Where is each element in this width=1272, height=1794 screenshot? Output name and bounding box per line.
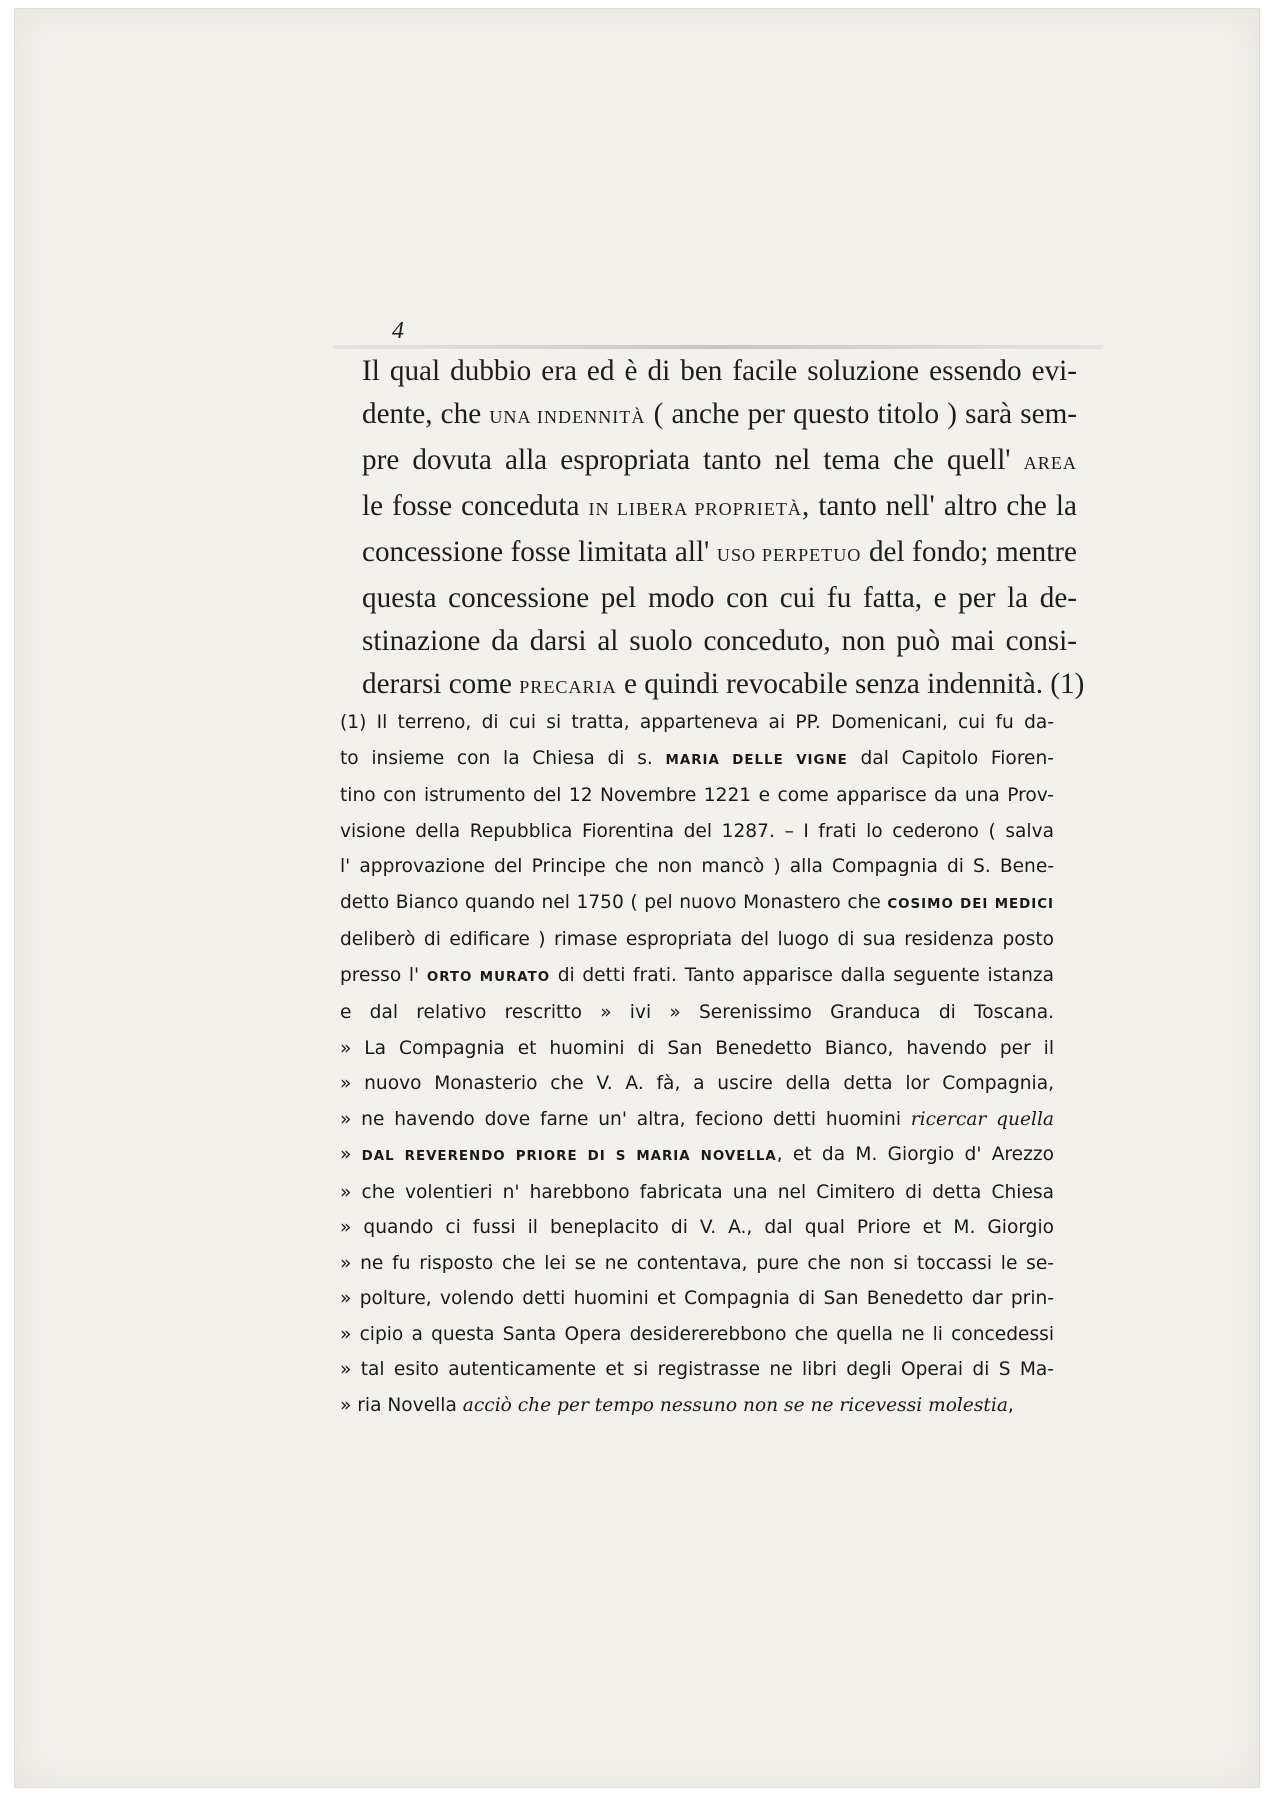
footnote-line <box>340 1317 1054 1353</box>
footnote-line <box>340 1388 1054 1424</box>
text-run: e quindi revocabile senza indennità. (1) <box>616 668 1085 700</box>
footnote-line <box>340 1352 1054 1388</box>
text-run: » tal esito autenticamente et si registrasse ne libri degli Operai di S Ma- <box>340 1359 1054 1380</box>
footnote-line <box>340 849 1054 885</box>
footnote-line <box>340 995 1054 1031</box>
footnote-line <box>340 1281 1054 1317</box>
text-run: Il qual dubbio era ed è di ben facile soluzione essendo evi- <box>362 355 1077 387</box>
text-run: » quando ci fussi il beneplacito di V. A., dal qual Priore et M. Giorgio <box>340 1217 1054 1238</box>
main-body-text <box>362 350 1085 709</box>
footnote-line <box>340 1246 1054 1282</box>
footnote-line <box>340 741 1054 779</box>
footnote-line <box>340 705 1054 741</box>
text-run: (1) Il terreno, di cui si tratta, apparteneva ai PP. Domenicani, cui fu da- <box>340 712 1054 733</box>
text-run: di detti frati. Tanto apparisce dalla seguente istanza <box>550 964 1055 986</box>
main-text-line <box>362 439 1077 485</box>
footnote-line <box>340 814 1054 850</box>
footnote-line <box>340 958 1054 996</box>
footnote-line <box>340 885 1054 923</box>
italic-run: acciò che per tempo nessuno non se ne ricevessi molestia <box>462 1394 1008 1416</box>
text-run: tino con istrumento del 12 Novembre 1221 e come apparisce da una Prov- <box>340 785 1054 806</box>
small-caps-run: IN LIBERA PROPRIETÀ <box>588 499 803 519</box>
footnote-line <box>340 1137 1054 1175</box>
footnote-line <box>340 1210 1054 1246</box>
small-caps-run: COSIMO DEI MEDICI <box>887 896 1055 912</box>
text-run: dente, che <box>362 398 490 430</box>
text-run: derarsi come <box>362 668 520 700</box>
footnote-line <box>340 1031 1054 1067</box>
page-number: 4 <box>392 318 405 344</box>
text-run: presso l' <box>340 964 427 986</box>
main-text-line <box>362 620 1077 663</box>
text-run: to insieme con la Chiesa di s. <box>340 747 666 769</box>
text-run: l' approvazione del Principe che non mancò ) alla Compagnia di S. Bene- <box>340 856 1054 877</box>
text-run: questa concessione pel modo con cui fu fatta, e per la de- <box>362 582 1077 614</box>
footnote-line <box>340 922 1054 958</box>
main-text-line <box>362 663 1085 709</box>
footnote-line <box>340 1102 1054 1138</box>
text-run: » nuovo Monasterio che V. A. fà, a uscire della detta lor Compagnia, <box>340 1073 1054 1094</box>
text-run: , <box>1007 1394 1014 1416</box>
footnote-line <box>340 1175 1054 1211</box>
footnote-line <box>340 778 1054 814</box>
text-run: » che volentieri n' harebbono fabricata una nel Cimitero di detta Chiesa <box>340 1181 1054 1203</box>
text-run: e dal relativo rescritto » ivi » Serenissimo Granduca di Toscana. <box>340 1002 1054 1023</box>
text-run: le fosse conceduta <box>362 490 589 522</box>
main-text-line <box>362 485 1077 531</box>
text-run: dal Capitolo Fioren- <box>847 747 1054 769</box>
main-text-line <box>362 393 1077 439</box>
small-caps-run: ORTO MURATO <box>426 969 551 985</box>
text-run: concessione fosse limitata all' <box>362 536 717 568</box>
text-run: del fondo; mentre <box>861 536 1077 568</box>
small-caps-run: UNA INDENNITÀ <box>489 407 646 427</box>
text-run: » polture, volendo detti huomini et Compagnia di San Benedetto dar prin- <box>340 1288 1054 1309</box>
text-run: deliberò di edificare ) rimase espropriata del luogo di sua residenza posto <box>340 929 1054 950</box>
text-run: » cipio a questa Santa Opera desidererebbono che quella ne li concedessi <box>340 1323 1054 1345</box>
small-caps-run: MARIA DELLE VIGNE <box>665 752 848 768</box>
main-text-line <box>362 531 1077 577</box>
text-run: stinazione da darsi al suolo conceduto, non può mai consi- <box>362 625 1077 657</box>
text-run: » <box>340 1144 362 1165</box>
text-run: pre dovuta alla espropriata tanto nel tema che quell' <box>362 444 1024 476</box>
text-run: ( anche per questo titolo ) sarà sem- <box>645 398 1077 430</box>
text-run: visione della Repubblica Fiorentina del 1287. – I frati lo cederono ( salva <box>340 820 1054 842</box>
small-caps-run: USO PERPETUO <box>716 545 862 565</box>
footnote-line <box>340 1066 1054 1102</box>
text-run: » La Compagnia et huomini di San Benedetto Bianco, havendo per il <box>340 1037 1054 1059</box>
small-caps-run: AREA <box>1023 453 1077 473</box>
text-run: , et da M. Giorgio d' Arezzo <box>776 1144 1054 1165</box>
text-run: detto Bianco quando nel 1750 ( pel nuovo Monastero che <box>340 891 888 913</box>
main-text-line <box>362 350 1077 393</box>
italic-run: ricercar quella <box>910 1108 1054 1130</box>
small-caps-run: PRECARIA <box>519 677 617 697</box>
footnote-text <box>340 705 1054 1423</box>
print-rule <box>333 345 1103 349</box>
text-run: » ne havendo dove farne un' altra, feciono detti huomini <box>340 1108 911 1130</box>
small-caps-run: DAL REVERENDO PRIORE DI S MARIA NOVELLA <box>361 1149 777 1164</box>
main-text-line <box>362 577 1077 620</box>
text-run: » ne fu risposto che lei se ne contentava, pure che non si toccassi le se- <box>340 1252 1054 1274</box>
text-run: » ria Novella <box>340 1394 463 1416</box>
text-run: , tanto nell' altro che la <box>802 490 1077 522</box>
